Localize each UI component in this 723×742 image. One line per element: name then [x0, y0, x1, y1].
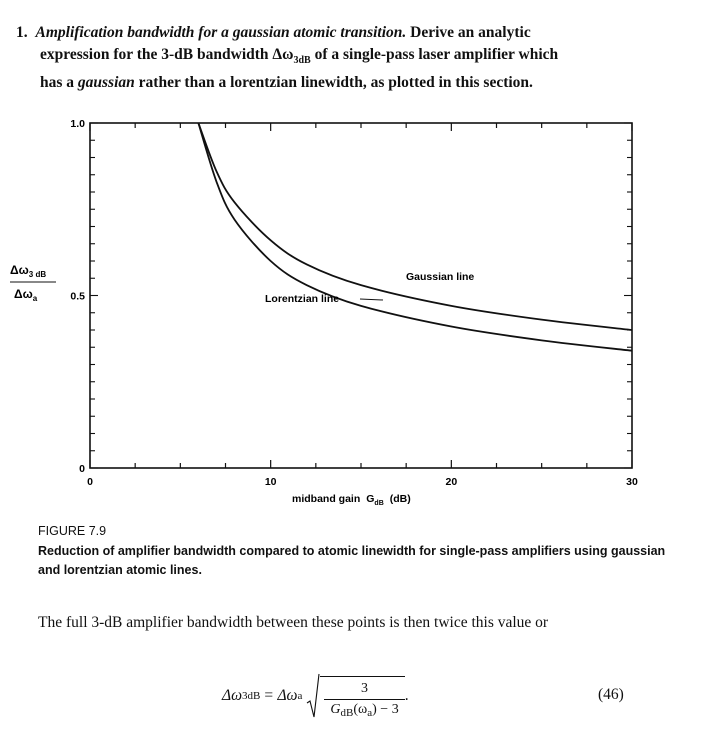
y-tick-label: 0: [79, 463, 85, 475]
y-label-denominator: $\Delta\omega_a$: [14, 287, 38, 303]
x-tick-label: 0: [87, 476, 93, 488]
problem-line2-sym: Δω: [272, 46, 294, 63]
eq-denominator: $G_{dB}(\omega_a) - 3$: [324, 699, 404, 719]
eq-fraction: [324, 681, 404, 719]
plot-frame: [90, 123, 632, 468]
y-tick-label: 1.0: [70, 118, 85, 130]
x-tick-label: 10: [264, 476, 277, 488]
problem-number: 1.: [16, 24, 28, 41]
problem-line3-a: has a: [40, 74, 78, 92]
eq-equals-rhs: = Δω: [263, 687, 298, 704]
sqrt-sign-icon: [306, 673, 320, 719]
y-tick-label: 0.5: [70, 290, 85, 303]
chart-axes: [90, 123, 632, 468]
eq-sqrt: [306, 673, 404, 719]
figure-caption: Reduction of amplifier bandwidth compared to atomic linewidth for single-pass amplifiers using gaussian and lorentzian atomic lines.: [38, 544, 666, 577]
x-axis-label: midband gain $G_{dB}$ (dB): [292, 493, 411, 507]
equation-46: [222, 672, 409, 720]
eq-sqrt-body: [320, 676, 404, 719]
eq-rhs-sub: a: [297, 690, 303, 702]
series-label-gaussian: Gaussian line: [406, 271, 475, 283]
problem-text-a: Derive an analytic: [410, 24, 531, 41]
eq-numerator: 3: [361, 681, 369, 696]
problem-line2-b: of a single-pass laser amplifier which: [310, 46, 559, 63]
eq-lhs-sub: 3dB: [242, 690, 261, 702]
x-tick-label: 30: [626, 476, 638, 488]
problem-line3-b: rather than a lorentzian linewidth, as plotted in this section.: [134, 74, 533, 92]
chart-curves: [198, 123, 632, 351]
series-line-lorentzian: [198, 123, 632, 351]
eq-lhs: Δω: [222, 687, 243, 704]
series-label-lorentzian: Lorentzian line: [265, 293, 340, 305]
series-line-gaussian: [198, 123, 632, 330]
problem-title: Amplification bandwidth for a gaussian atomic transition.: [35, 24, 407, 41]
equation-number: (46): [598, 686, 624, 703]
body-paragraph: The full 3-dB amplifier bandwidth between these points is then twice this value or: [38, 614, 549, 631]
lorentzian-pointer: [360, 299, 383, 300]
y-label-numerator: $\Delta\omega_{3 dB}$: [10, 263, 47, 279]
figure-label: FIGURE 7.9: [38, 524, 107, 538]
eq-trail: .: [404, 687, 409, 704]
problem-line2-a: expression for the 3-dB bandwidth: [40, 46, 273, 63]
x-tick-label: 20: [445, 476, 458, 488]
problem-line3-em: gaussian: [77, 74, 135, 92]
problem-line2-sub: 3dB: [293, 55, 311, 67]
